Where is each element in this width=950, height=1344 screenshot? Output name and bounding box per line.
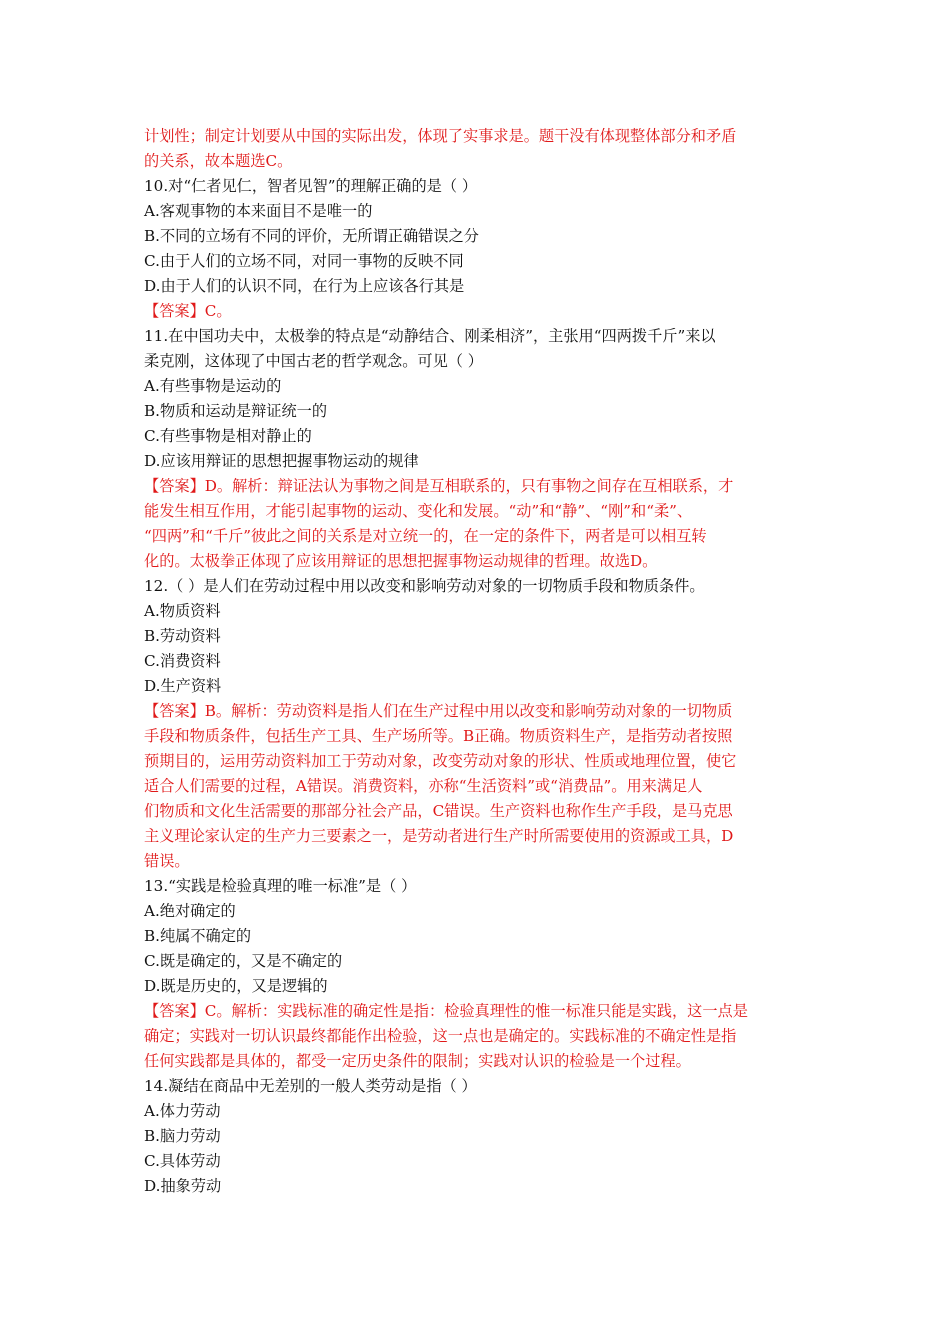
text-line: 能发生相互作用，才能引起事物的运动、变化和发展。“动”和“静”、“刚”和“柔”、 bbox=[144, 502, 693, 520]
question-stem bbox=[144, 1074, 812, 1099]
text-line: D.既是历史的，又是逻辑的 bbox=[144, 977, 328, 995]
answer-option bbox=[144, 624, 812, 649]
answer-option bbox=[144, 674, 812, 699]
text-line: C.消费资料 bbox=[144, 652, 221, 670]
text-line: 适合人们需要的过程，A错误。消费资料，亦称“生活资料”或“消费品”。用来满足人 bbox=[144, 777, 703, 795]
answer-option bbox=[144, 1124, 812, 1149]
answer-option bbox=[144, 924, 812, 949]
question-stem bbox=[144, 874, 812, 899]
text-line: 11.在中国功夫中，太极拳的特点是“动静结合、刚柔相济”，主张用“四两拨千斤”来以 bbox=[144, 327, 716, 345]
answer-option bbox=[144, 1149, 812, 1174]
question-stem bbox=[144, 574, 812, 599]
text-line: 们物质和文化生活需要的那部分社会产品，C错误。生产资料也称作生产手段，是马克思 bbox=[144, 802, 733, 820]
text-line: 任何实践都是具体的，都受一定历史条件的限制；实践对认识的检验是一个过程。 bbox=[144, 1052, 691, 1070]
answer-block bbox=[144, 699, 812, 874]
text-line: B.脑力劳动 bbox=[144, 1127, 221, 1145]
text-line: 主义理论家认定的生产力三要素之一，是劳动者进行生产时所需要使用的资源或工具，D bbox=[144, 827, 734, 845]
text-line: B.物质和运动是辩证统一的 bbox=[144, 402, 328, 420]
text-line: 化的。太极拳正体现了应该用辩证的思想把握事物运动规律的哲理。故选D。 bbox=[144, 552, 658, 570]
text-line: “四两”和“千斤”彼此之间的关系是对立统一的，在一定的条件下，两者是可以相互转 bbox=[144, 527, 707, 545]
text-line: B.纯属不确定的 bbox=[144, 927, 252, 945]
text-line: 10.对“仁者见仁，智者见智”的理解正确的是（ ） bbox=[144, 177, 478, 195]
answer-option bbox=[144, 899, 812, 924]
text-line: 14.凝结在商品中无差别的一般人类劳动是指（ ） bbox=[144, 1077, 477, 1095]
question-stem bbox=[144, 324, 812, 374]
text-line: A.绝对确定的 bbox=[144, 902, 236, 920]
text-line: D.抽象劳动 bbox=[144, 1177, 222, 1195]
answer-option bbox=[144, 424, 812, 449]
text-line: 【答案】D。解析：辩证法认为事物之间是互相联系的，只有事物之间存在互相联系，才 bbox=[144, 477, 734, 495]
document-body bbox=[144, 124, 812, 1199]
text-line: 【答案】C。解析：实践标准的确定性是指：检验真理性的惟一标准只能是实践，这一点是 bbox=[144, 1002, 748, 1020]
text-line: A.客观事物的本来面目不是唯一的 bbox=[144, 202, 373, 220]
answer-option bbox=[144, 974, 812, 999]
text-line: 预期目的，运用劳动资料加工于劳动对象，改变劳动对象的形状、性质或地理位置，使它 bbox=[144, 752, 737, 770]
answer-option bbox=[144, 199, 812, 224]
answer-option bbox=[144, 1099, 812, 1124]
answer-block bbox=[144, 474, 812, 574]
answer-option bbox=[144, 449, 812, 474]
text-line: 计划性；制定计划要从中国的实际出发，体现了实事求是。题干没有体现整体部分和矛盾 bbox=[144, 127, 737, 145]
answer-option bbox=[144, 224, 812, 249]
answer-option bbox=[144, 274, 812, 299]
text-line: 12.（ ）是人们在劳动过程中用以改变和影响劳动对象的一切物质手段和物质条件。 bbox=[144, 577, 705, 595]
text-line: C.具体劳动 bbox=[144, 1152, 221, 1170]
answer-block bbox=[144, 999, 812, 1074]
answer-block bbox=[144, 124, 812, 174]
text-line: C.有些事物是相对静止的 bbox=[144, 427, 312, 445]
answer-option bbox=[144, 1174, 812, 1199]
text-line: 13.“实践是检验真理的唯一标准”是（ ） bbox=[144, 877, 417, 895]
text-line: 手段和物质条件，包括生产工具、生产场所等。B正确。物质资料生产，是指劳动者按照 bbox=[144, 727, 733, 745]
text-line: 错误。 bbox=[144, 852, 190, 870]
answer-option bbox=[144, 649, 812, 674]
text-line: D.由于人们的认识不同，在行为上应该各行其是 bbox=[144, 277, 465, 295]
answer-option bbox=[144, 374, 812, 399]
answer-block bbox=[144, 299, 812, 324]
text-line: A.体力劳动 bbox=[144, 1102, 221, 1120]
text-line: B.劳动资料 bbox=[144, 627, 221, 645]
answer-option bbox=[144, 599, 812, 624]
text-line: D.应该用辩证的思想把握事物运动的规律 bbox=[144, 452, 419, 470]
text-line: A.有些事物是运动的 bbox=[144, 377, 282, 395]
text-line: 【答案】B。解析：劳动资料是指人们在生产过程中用以改变和影响劳动对象的一切物质 bbox=[144, 702, 733, 720]
text-line: 确定；实践对一切认识最终都能作出检验，这一点也是确定的。实践标准的不确定性是指 bbox=[144, 1027, 737, 1045]
answer-option bbox=[144, 949, 812, 974]
text-line: C.由于人们的立场不同，对同一事物的反映不同 bbox=[144, 252, 464, 270]
question-stem bbox=[144, 174, 812, 199]
text-line: 柔克刚，这体现了中国古老的哲学观念。可见（ ） bbox=[144, 352, 483, 370]
text-line: B.不同的立场有不同的评价，无所谓正确错误之分 bbox=[144, 227, 479, 245]
text-line: 的关系，故本题选C。 bbox=[144, 152, 293, 170]
text-line: D.生产资料 bbox=[144, 677, 222, 695]
text-line: A.物质资料 bbox=[144, 602, 221, 620]
answer-option bbox=[144, 399, 812, 424]
text-line: 【答案】C。 bbox=[144, 302, 232, 320]
text-line: C.既是确定的，又是不确定的 bbox=[144, 952, 343, 970]
answer-option bbox=[144, 249, 812, 274]
